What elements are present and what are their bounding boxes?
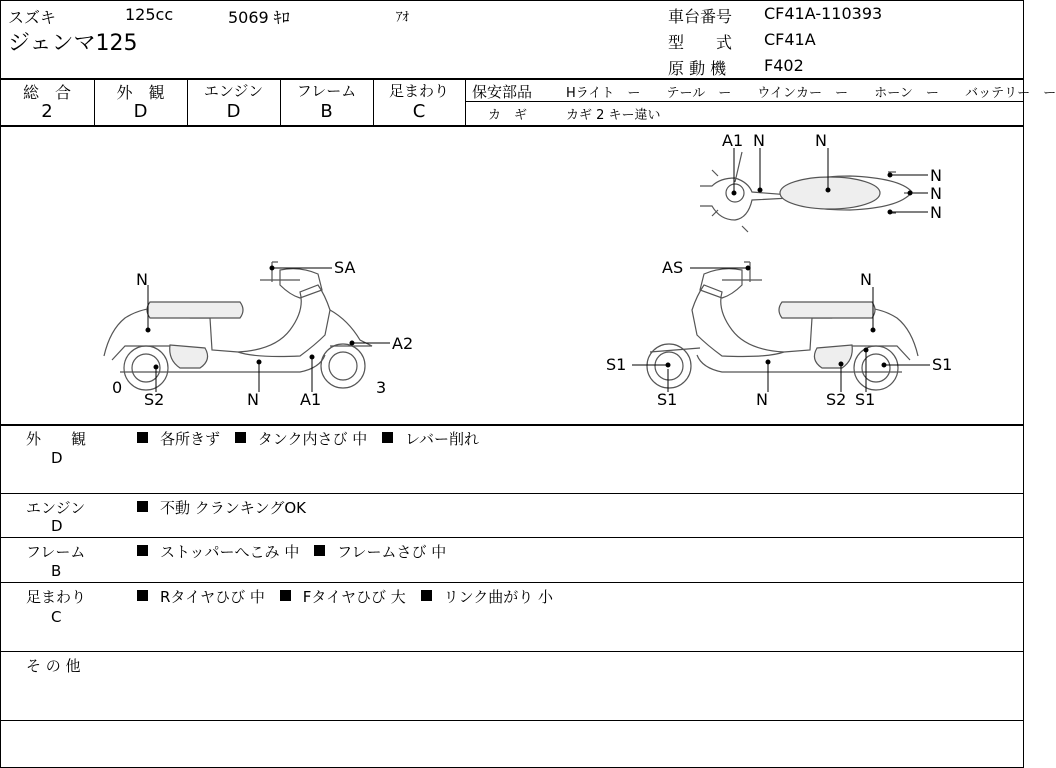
grade-overall-value: 2 bbox=[41, 101, 53, 122]
remark-exterior-items bbox=[137, 428, 489, 449]
grade-overall-label: 総 合 bbox=[22, 83, 71, 102]
part-battery: バッテリー ー bbox=[965, 86, 1056, 101]
scooter-right-drawing bbox=[647, 262, 918, 390]
left-label-zero: 0 bbox=[112, 378, 123, 397]
remark-item: 不動 クランキングOK bbox=[160, 499, 306, 517]
right-label-s1-mid: S1 bbox=[855, 390, 876, 409]
left-label-a1: A1 bbox=[300, 390, 322, 409]
bullet-icon bbox=[137, 545, 148, 556]
remark-engine-label: エンジン bbox=[26, 499, 86, 517]
bullet-icon bbox=[137, 590, 148, 601]
bullet-icon bbox=[382, 432, 393, 443]
bullet-icon bbox=[314, 545, 325, 556]
remark-engine-items bbox=[137, 497, 316, 518]
part-winker: ウインカー ー bbox=[757, 86, 849, 101]
top-label-n-r3: N bbox=[930, 203, 942, 222]
left-label-n-top: N bbox=[136, 270, 148, 289]
divider bbox=[0, 537, 1024, 538]
remark-item: Rタイヤひび 中 bbox=[160, 588, 265, 606]
left-label-three: 3 bbox=[376, 378, 387, 397]
grade-frame-value: B bbox=[320, 101, 333, 122]
displacement: 125cc bbox=[125, 5, 174, 24]
remark-item: レバー削れ bbox=[405, 430, 480, 448]
divider bbox=[0, 424, 1024, 426]
remark-item: ストッパーへこみ 中 bbox=[160, 543, 300, 561]
top-label-n-r2: N bbox=[930, 184, 942, 203]
remark-exterior-label: 外 観 bbox=[26, 430, 87, 448]
left-label-a2: A2 bbox=[392, 334, 414, 353]
maker: スズキ bbox=[8, 8, 57, 27]
top-label-a1: A1 bbox=[722, 131, 744, 150]
remark-suspension-items bbox=[137, 586, 563, 607]
right-label-n-bottom: N bbox=[756, 390, 768, 409]
engine-value: F402 bbox=[764, 56, 804, 75]
part-headlight: Hライト ー bbox=[566, 86, 641, 101]
remark-suspension-label: 足まわり bbox=[26, 588, 87, 606]
remark-frame-items bbox=[137, 541, 456, 562]
remark-item: Fタイヤひび 大 bbox=[302, 588, 406, 606]
right-label-as: AS bbox=[662, 258, 684, 277]
key-value: カギ 2 キー違い bbox=[566, 108, 661, 123]
top-label-n2: N bbox=[815, 131, 827, 150]
frame-no: CF41A-110393 bbox=[764, 4, 883, 23]
model-name: ジェンマ125 bbox=[8, 31, 138, 56]
grade-engine-label: エンジン bbox=[203, 82, 264, 100]
bullet-icon bbox=[235, 432, 246, 443]
right-label-s2: S2 bbox=[826, 390, 847, 409]
left-label-sa: SA bbox=[334, 258, 356, 277]
grade-exterior-label: 外 観 bbox=[116, 83, 165, 102]
bullet-icon bbox=[137, 432, 148, 443]
left-label-s2: S2 bbox=[144, 390, 165, 409]
remark-engine-grade: D bbox=[51, 517, 63, 535]
left-label-n-bottom: N bbox=[247, 390, 259, 409]
color: ｱｵ bbox=[396, 10, 409, 25]
right-label-n-top: N bbox=[860, 270, 872, 289]
type-value: CF41A bbox=[764, 30, 816, 49]
grade-suspension-value: C bbox=[412, 101, 426, 122]
grade-suspension-label: 足まわり bbox=[388, 82, 449, 100]
bullet-icon bbox=[280, 590, 291, 601]
remark-item: リンク曲がり 小 bbox=[443, 588, 554, 606]
engine-label: 原 動 機 bbox=[668, 59, 727, 78]
damage-diagram bbox=[0, 126, 1024, 424]
top-label-n1: N bbox=[753, 131, 765, 150]
grade-engine-value: D bbox=[226, 101, 241, 122]
remark-frame-label: フレーム bbox=[26, 543, 86, 561]
remark-other-label: そ の 他 bbox=[26, 657, 81, 675]
key-label: カ ギ bbox=[488, 108, 528, 123]
divider bbox=[0, 493, 1024, 494]
right-label-s1-left: S1 bbox=[606, 355, 627, 374]
remark-suspension-grade: C bbox=[51, 608, 62, 626]
parts-list bbox=[566, 82, 1056, 101]
part-horn: ホーン ー bbox=[874, 86, 939, 101]
right-label-s1-bottom: S1 bbox=[657, 390, 678, 409]
right-label-s1-right: S1 bbox=[932, 355, 953, 374]
remark-item: タンク内さび 中 bbox=[257, 430, 368, 448]
part-tail: テール ー bbox=[666, 86, 732, 101]
remark-item: フレームさび 中 bbox=[337, 543, 447, 561]
frame-no-label: 車台番号 bbox=[668, 7, 733, 26]
grade-exterior-value: D bbox=[133, 101, 148, 122]
bullet-icon bbox=[137, 501, 148, 512]
bullet-icon bbox=[421, 590, 432, 601]
type-label: 型 式 bbox=[668, 33, 733, 52]
divider bbox=[0, 651, 1024, 652]
remark-exterior-grade: D bbox=[51, 449, 63, 467]
remark-item: 各所きず bbox=[160, 430, 221, 448]
mileage: 5069 ｷﾛ bbox=[228, 8, 290, 27]
grade-frame-label: フレーム bbox=[296, 82, 357, 100]
divider bbox=[0, 720, 1024, 721]
remark-frame-grade: B bbox=[51, 562, 62, 580]
parts-title: 保安部品 bbox=[472, 83, 533, 101]
top-label-n-r1: N bbox=[930, 166, 942, 185]
divider bbox=[0, 582, 1024, 583]
